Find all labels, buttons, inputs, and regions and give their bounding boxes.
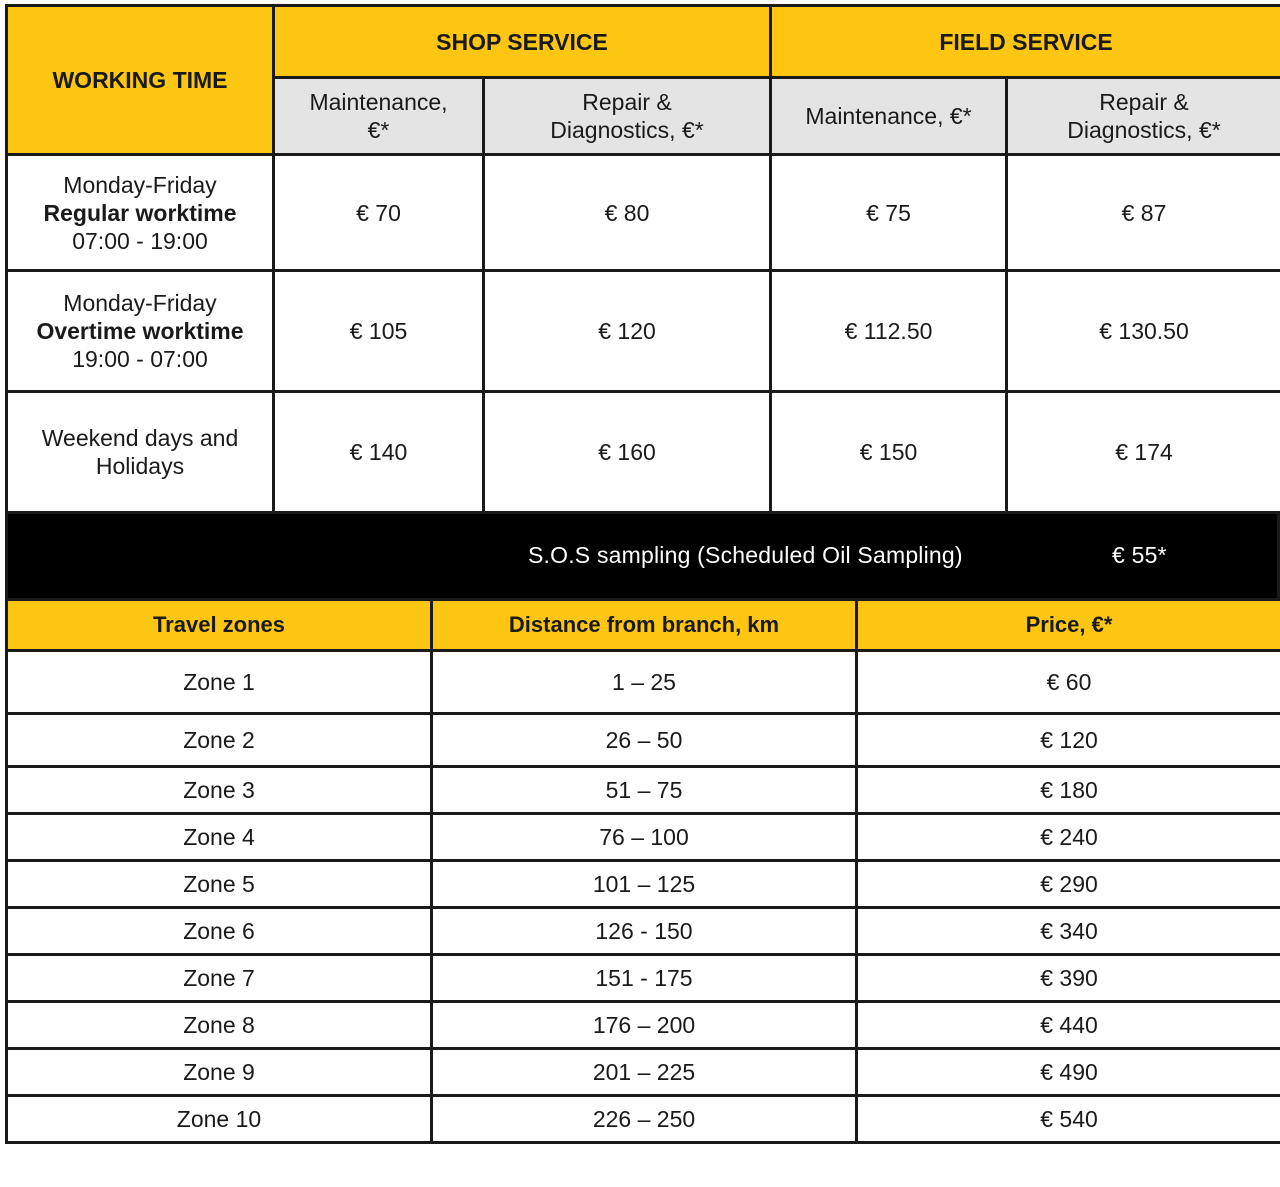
table-row xyxy=(7,814,1280,861)
shop-repair-price: € 160 xyxy=(484,392,771,513)
zone-price: € 60 xyxy=(857,651,1280,714)
labor-row-regular xyxy=(7,155,1280,271)
table-row xyxy=(7,908,1280,955)
shop-maintenance-price: € 105 xyxy=(274,271,484,392)
labor-row-weekend xyxy=(7,392,1280,513)
field-maintenance-header xyxy=(771,78,1007,155)
shop-service-header: SHOP SERVICE xyxy=(274,6,771,78)
working-time-cell xyxy=(7,271,274,392)
sos-sampling-band xyxy=(5,514,1280,598)
table-row xyxy=(7,767,1280,814)
working-time-cell xyxy=(7,392,274,513)
zone-name: Zone 6 xyxy=(7,908,432,955)
header-line: Maintenance, €* xyxy=(805,103,972,129)
shop-maintenance-price: € 140 xyxy=(274,392,484,513)
shop-repair-header xyxy=(484,78,771,155)
field-maintenance-price: € 75 xyxy=(771,155,1007,271)
travel-zones-header: Travel zones xyxy=(7,600,432,651)
time-type: Holidays xyxy=(95,453,185,479)
working-time-header: WORKING TIME xyxy=(7,6,274,155)
travel-zones-table xyxy=(5,598,1280,1144)
table-row xyxy=(7,651,1280,714)
zone-name: Zone 3 xyxy=(7,767,432,814)
shop-repair-price: € 80 xyxy=(484,155,771,271)
table-row xyxy=(7,955,1280,1002)
labor-header-row xyxy=(7,6,1280,78)
zone-distance: 76 – 100 xyxy=(432,814,857,861)
field-maintenance-price: € 150 xyxy=(771,392,1007,513)
zone-distance: 176 – 200 xyxy=(432,1002,857,1049)
labor-row-overtime xyxy=(7,271,1280,392)
zone-name: Zone 9 xyxy=(7,1049,432,1096)
field-repair-price: € 130.50 xyxy=(1007,271,1280,392)
zone-distance: 151 - 175 xyxy=(432,955,857,1002)
zone-distance: 1 – 25 xyxy=(432,651,857,714)
zone-price: € 340 xyxy=(857,908,1280,955)
zone-name: Zone 10 xyxy=(7,1096,432,1143)
travel-header-row xyxy=(7,600,1280,651)
zone-price: € 240 xyxy=(857,814,1280,861)
zone-name: Zone 8 xyxy=(7,1002,432,1049)
zone-price: € 290 xyxy=(857,861,1280,908)
header-line: €* xyxy=(367,117,390,143)
time-hours: 19:00 - 07:00 xyxy=(72,346,208,372)
time-days: Monday-Friday xyxy=(63,171,217,198)
price-list xyxy=(5,4,1280,1144)
table-row xyxy=(7,714,1280,767)
time-days: Monday-Friday xyxy=(63,290,217,316)
price-header: Price, €* xyxy=(857,600,1280,651)
labor-rates-table xyxy=(5,4,1280,514)
zone-distance: 226 – 250 xyxy=(432,1096,857,1143)
sos-price: € 55* xyxy=(1112,542,1167,568)
zone-distance: 51 – 75 xyxy=(432,767,857,814)
distance-header: Distance from branch, km xyxy=(432,600,857,651)
field-repair-price: € 174 xyxy=(1007,392,1280,513)
field-maintenance-price: € 112.50 xyxy=(771,271,1007,392)
time-type: Regular worktime xyxy=(43,199,237,226)
zone-distance: 101 – 125 xyxy=(432,861,857,908)
time-type: Overtime worktime xyxy=(36,318,244,344)
working-time-cell xyxy=(7,155,274,271)
zone-name: Zone 5 xyxy=(7,861,432,908)
shop-maintenance-header xyxy=(274,78,484,155)
time-hours: 07:00 - 19:00 xyxy=(72,227,208,254)
zone-name: Zone 2 xyxy=(7,714,432,767)
zone-distance: 126 - 150 xyxy=(432,908,857,955)
shop-maintenance-price: € 70 xyxy=(274,155,484,271)
zone-price: € 390 xyxy=(857,955,1280,1002)
zone-distance: 201 – 225 xyxy=(432,1049,857,1096)
zone-price: € 540 xyxy=(857,1096,1280,1143)
table-row xyxy=(7,861,1280,908)
header-line: Diagnostics, €* xyxy=(550,117,704,143)
table-row xyxy=(7,1049,1280,1096)
zone-name: Zone 1 xyxy=(7,651,432,714)
header-line: Repair & xyxy=(582,89,672,115)
header-line: Repair & xyxy=(1099,89,1189,115)
zone-name: Zone 7 xyxy=(7,955,432,1002)
header-line: Maintenance, xyxy=(309,89,448,115)
header-line: Diagnostics, €* xyxy=(1067,117,1221,143)
table-row xyxy=(7,1096,1280,1143)
zone-price: € 180 xyxy=(857,767,1280,814)
shop-repair-price: € 120 xyxy=(484,271,771,392)
zone-price: € 120 xyxy=(857,714,1280,767)
zone-price: € 490 xyxy=(857,1049,1280,1096)
sos-label: S.O.S sampling (Scheduled Oil Sampling) xyxy=(528,542,963,568)
zone-name: Zone 4 xyxy=(7,814,432,861)
field-repair-price: € 87 xyxy=(1007,155,1280,271)
table-row xyxy=(7,1002,1280,1049)
field-service-header: FIELD SERVICE xyxy=(771,6,1280,78)
zone-distance: 26 – 50 xyxy=(432,714,857,767)
zone-price: € 440 xyxy=(857,1002,1280,1049)
field-repair-header xyxy=(1007,78,1280,155)
time-days: Weekend days and xyxy=(41,425,239,451)
